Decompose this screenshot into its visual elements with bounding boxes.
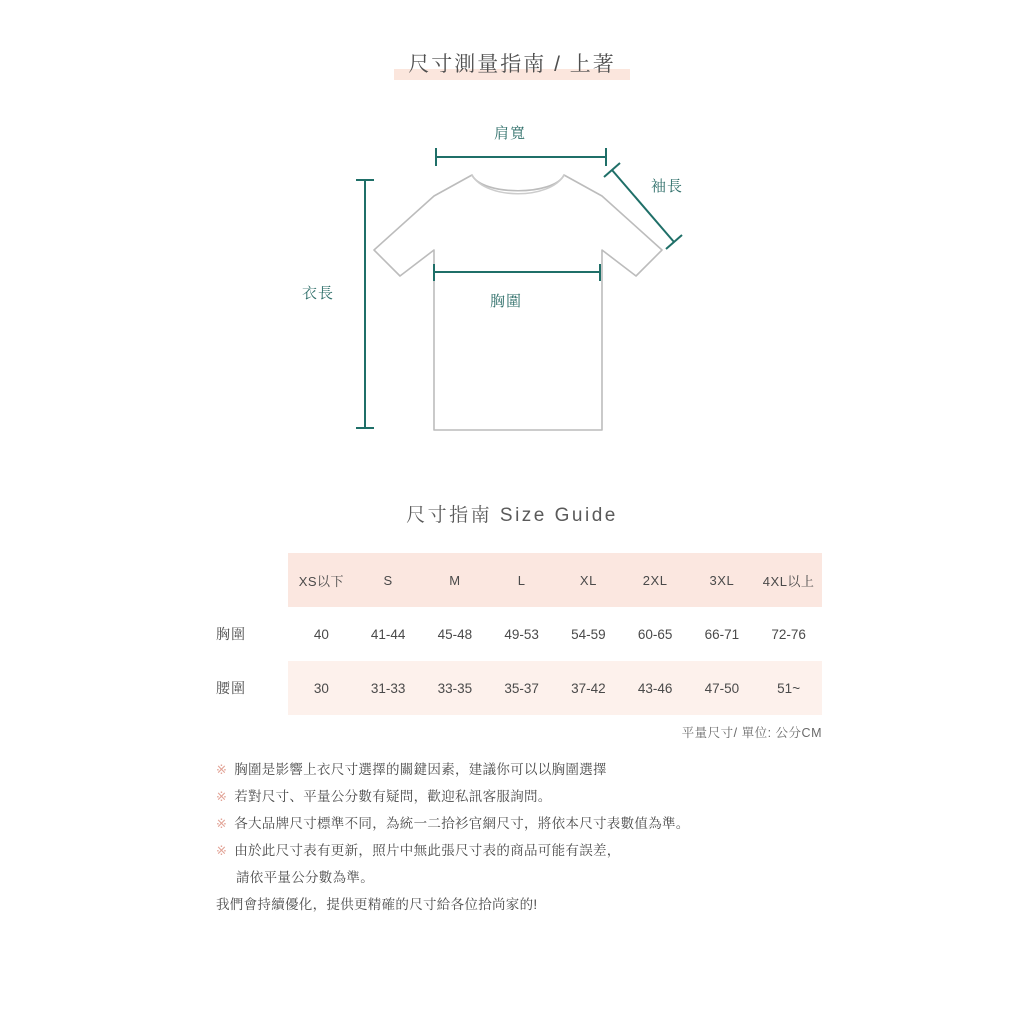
- column-header: 4XL以上: [755, 553, 822, 607]
- note-text: 若對尺寸、平量公分數有疑問，歡迎私訊客服詢問。: [234, 789, 552, 804]
- notes-list: [216, 756, 822, 918]
- table-cell: 45-48: [422, 607, 489, 661]
- column-header: M: [422, 553, 489, 607]
- note-text: 胸圍是影響上衣尺寸選擇的關鍵因素，建議你可以以胸圍選擇: [234, 762, 607, 777]
- length-measure-line: [356, 180, 374, 428]
- note-text: 各大品牌尺寸標準不同，為統一二拾衫官網尺寸，將依本尺寸表數值為準。: [234, 816, 690, 831]
- table-cell: 41-44: [355, 607, 422, 661]
- garment-diagram: [202, 100, 822, 460]
- row-label: 腰圍: [202, 661, 288, 715]
- table-cell: 35-37: [488, 661, 555, 715]
- note-item: [216, 837, 822, 864]
- table-header-row: [202, 553, 822, 607]
- note-text: 我們會持續優化，提供更精確的尺寸給各位拾尚家的!: [216, 897, 538, 912]
- table-cell: 31-33: [355, 661, 422, 715]
- note-mark-icon: ※: [216, 843, 228, 858]
- table-cell: 40: [288, 607, 355, 661]
- table-row: [202, 607, 822, 661]
- note-mark-icon: ※: [216, 816, 228, 831]
- units-note: 平量尺寸/ 單位: 公分CM: [681, 726, 822, 740]
- label-shoulder-width: 肩寬: [494, 125, 527, 142]
- table-cell: 51~: [755, 661, 822, 715]
- garment-diagram-svg: [202, 100, 822, 460]
- table-cell: 72-76: [755, 607, 822, 661]
- note-closing: [216, 891, 822, 918]
- table-cell: 60-65: [622, 607, 689, 661]
- label-body-length: 衣長: [302, 285, 335, 302]
- size-table-wrapper: [202, 553, 822, 715]
- table-cell: 54-59: [555, 607, 622, 661]
- size-guide-heading: 尺寸指南 Size Guide: [406, 505, 618, 526]
- table-cell: 30: [288, 661, 355, 715]
- table-cell: 66-71: [689, 607, 756, 661]
- label-sleeve-length: 袖長: [651, 178, 684, 195]
- note-item: [216, 756, 822, 783]
- content-column: [202, 0, 822, 1024]
- note-mark-icon: ※: [216, 762, 228, 777]
- page-title: [202, 50, 822, 80]
- shoulder-measure-line: [436, 148, 606, 166]
- column-header: XS以下: [288, 553, 355, 607]
- table-cell: 43-46: [622, 661, 689, 715]
- table-cell: 33-35: [422, 661, 489, 715]
- table-cell: 37-42: [555, 661, 622, 715]
- note-text: 由於此尺寸表有更新，照片中無此張尺寸表的商品可能有誤差，: [234, 843, 621, 858]
- bust-measure-line: [434, 264, 600, 281]
- label-bust: 胸圍: [490, 293, 523, 310]
- page-title-text: 尺寸測量指南 / 上著: [408, 53, 616, 76]
- note-mark-icon: ※: [216, 789, 228, 804]
- note-text: 請依平量公分數為準。: [236, 870, 374, 885]
- size-table: [202, 553, 822, 715]
- table-cell: 47-50: [689, 661, 756, 715]
- row-label: 胸圍: [202, 607, 288, 661]
- header-corner-cell: [202, 553, 288, 607]
- column-header: XL: [555, 553, 622, 607]
- column-header: 2XL: [622, 553, 689, 607]
- table-row: [202, 661, 822, 715]
- note-continuation: [216, 864, 822, 891]
- note-item: [216, 783, 822, 810]
- page-title-highlight: [394, 50, 630, 80]
- table-cell: 49-53: [488, 607, 555, 661]
- column-header: 3XL: [689, 553, 756, 607]
- note-item: [216, 810, 822, 837]
- column-header: L: [488, 553, 555, 607]
- column-header: S: [355, 553, 422, 607]
